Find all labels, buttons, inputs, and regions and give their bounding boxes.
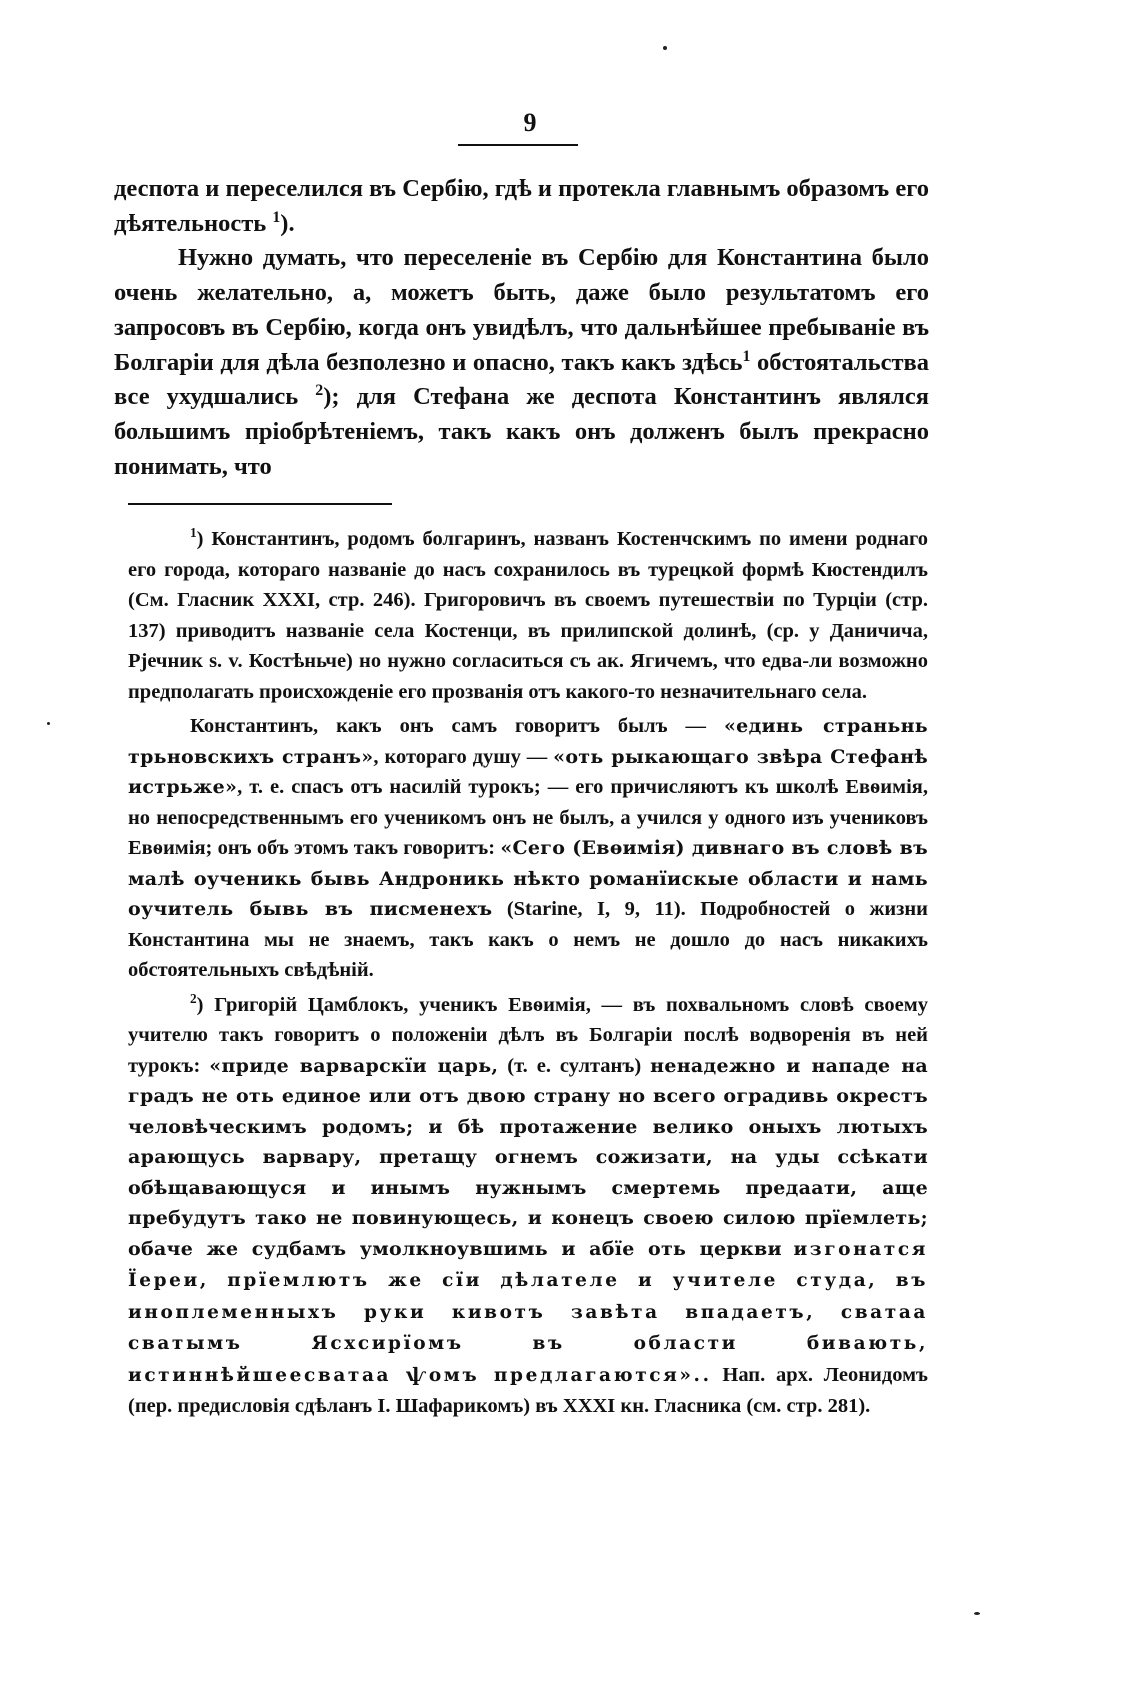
footnote-2-text-d: (пер. предисловія сдѣланъ [128,1395,378,1417]
church-slavonic-quote-3: «Сего (Евѳимія) дивнаго въ словѣ въ малѣ оученикь бывь Андроникь нѣкто романїискые области и намь оучитель бывь въ писменехъ [128,837,928,920]
church-slavonic-quote-2: «оть рыкающаго звѣра Стефанѣ истрьже» [128,745,928,798]
footnote-2-text-b: (т. е. султанъ) [498,1054,651,1077]
footnote-2-mark: 2 [190,990,197,1006]
church-slavonic-quote-6: изгонатся Їереи, прїемлютъ же сїи дѣлателе и учителе студа, въ иноплеменныхъ руки кивотъ завѣта впадаетъ, сватаа сватымъ Ясхсирїомъ въ области бивають, истиннѣйшеесватаа ѱомъ предлагаются».. [128,1238,928,1386]
paragraph-1-text: деспота и переселился въ Сербію, гдѣ и протекла главнымъ образомъ его дѣятельность [114,175,929,237]
footnote-1-cont-d: (Starine, I, 9, 11). Подробностей о жизни Константина мы не знаемъ, такъ какъ о немъ не дошло до насъ никакихъ обстоятельныхъ свѣдѣній. [128,898,928,981]
footnotes [128,524,928,1422]
footnote-ref-2: 2 [315,382,324,400]
paragraph-1 [114,172,929,241]
footnote-ref-1: 1 [272,208,281,226]
footnote-2-name-shafarik: І. Шафарикомъ [377,1395,524,1417]
page-number: 9 [523,108,537,137]
footnote-2 [128,990,928,1422]
footnote-2-text-c: Нап. арх. [711,1363,824,1386]
church-slavonic-quote-1: «единь страньнь трьновскихъ странъ» [128,715,929,768]
footnote-1-cont-a: Константинъ, какъ онъ самъ говоритъ былъ — [190,715,724,737]
scan-speck [974,1612,980,1615]
footnote-separator [128,503,392,505]
footnote-1 [128,524,928,707]
footnote-2-name-leonid: Леонидомъ [823,1363,928,1386]
footnote-1-continuation [128,711,928,986]
paragraph-1-end: ). [280,209,295,237]
church-slavonic-quote-4: «приде варварскїи царь, [209,1054,499,1077]
paragraph-2-text-c: ); для Стефана же деспота Константинъ являлся большимъ пріобрѣтеніемъ, такъ какъ онъ долженъ былъ прекрасно понимать, что [114,383,929,480]
paragraph-2-text-b: обстоятальства все ухудшались [114,348,930,411]
scan-speck [47,722,50,725]
footnote-2-text-a: ) Григорій Цамблокъ, ученикъ Евѳимія, — въ похвальномъ словѣ своему учителю такъ говоритъ о положеніи дѣлъ въ Болгаріи послѣ водворенія въ ней турокъ: [128,993,928,1077]
page-number-rule [458,144,578,146]
footnote-1-cont-c: , т. е. спасъ отъ насилій турокъ; — его причисляютъ къ школѣ Евѳимія, но непосредственнымъ его ученикомъ онъ не былъ, а учился у одного изъ учениковъ Евѳимія; онъ объ этомъ такъ говоритъ: [128,776,928,859]
footnote-1-text: ) Константинъ, родомъ болгаринъ, названъ Костенчскимъ по имени роднаго его города, котораго названіе до насъ сохранилось въ турецкой формѣ Кюстендилъ (См. Гласник XXXI, стр. 246). Григоровичъ въ своемъ путешествіи по Турціи (стр. 137) приводитъ названіе села Костенци, въ прилипской долинѣ, (ср. у Даничича, Рјечник s. v. Костѣньче) но нужно согласиться съ ак. Ягичемъ, что едва-ли возможно предполагать происхожденіе его прозванія отъ какого-то незначительнаго села. [128,528,928,703]
footnote-1-mark: 1 [190,525,197,541]
scan-speck [663,46,667,50]
main-text [114,172,929,484]
footnote-1-cont-b: , котораго душу — [373,745,554,768]
footnote-ref-1b: 1 [742,347,751,365]
church-slavonic-quote-5: ненадежно и нападе на градъ не оть единое или отъ двою страну но всего оградивь окрестъ человѣческимъ родомъ; и бѣ протажение велико оныхъ лютыхъ арающусь варвару, претащу огнемъ сожизати, на уды ссѣкати обѣщавающуся и инымъ нужнымъ смертемь предаати, аще пребудутъ тако не повинующесь, и конецъ своею силою прїемлеть; обаче же судбамъ умолкноувшимь и абїе оть церкви [128,1054,929,1260]
footnote-2-text-e: ) въ XXXI кн. Гласника (см. стр. 281). [523,1395,871,1417]
paragraph-2 [114,241,929,484]
paragraph-2-text: Нужно думать, что переселеніе въ Сербію для Константина было очень желательно, а, можетъ быть, даже было результатомъ его запросовъ въ Сербію, когда онъ увидѣлъ, что дальнѣйшее пребываніе въ Болгаріи для дѣла безполезно и опасно, такъ какъ здѣсь [114,244,929,376]
